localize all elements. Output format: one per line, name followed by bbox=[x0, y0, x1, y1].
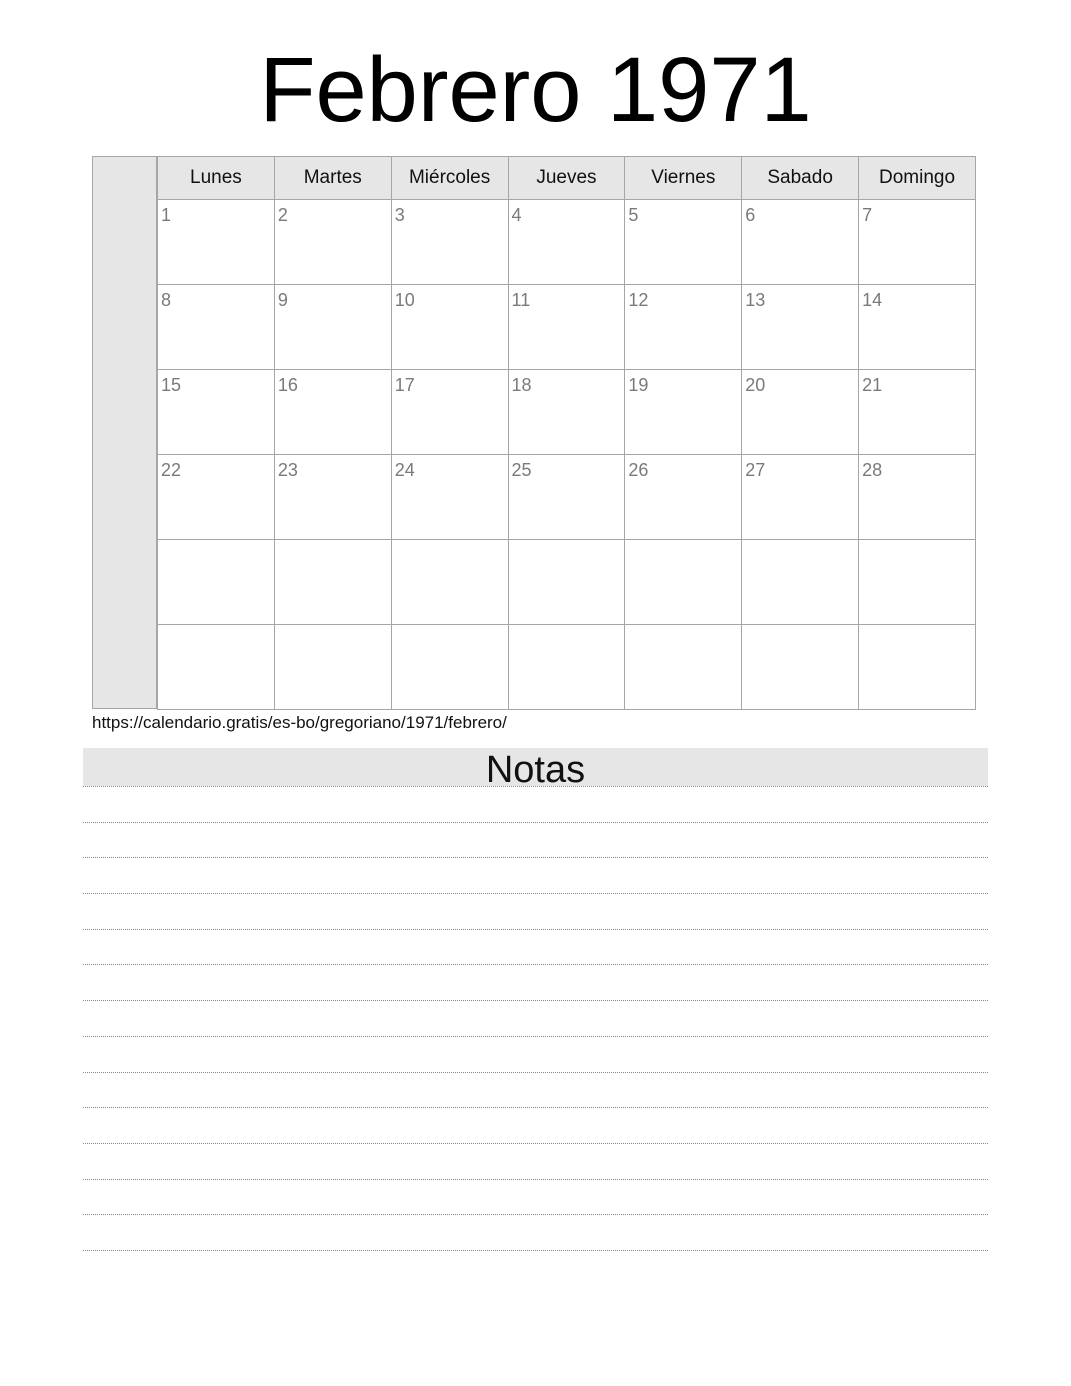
day-cell bbox=[625, 540, 742, 625]
day-cell bbox=[274, 540, 391, 625]
notes-title: Notas bbox=[485, 749, 586, 791]
note-line bbox=[83, 893, 988, 894]
day-number bbox=[625, 625, 741, 629]
day-cell bbox=[625, 200, 742, 285]
day-cell bbox=[742, 370, 859, 455]
day-cell bbox=[158, 625, 275, 710]
day-number bbox=[392, 540, 508, 544]
day-number: 2 bbox=[277, 205, 288, 225]
week-row bbox=[158, 370, 976, 455]
day-number: 13 bbox=[745, 290, 766, 310]
day-number bbox=[859, 540, 975, 544]
day-number: 28 bbox=[862, 460, 883, 480]
source-url: https://calendario.gratis/es-bo/gregoriano/1971/febrero/ bbox=[92, 713, 507, 732]
day-number: 14 bbox=[862, 290, 883, 310]
day-cell bbox=[508, 540, 625, 625]
day-cell bbox=[391, 370, 508, 455]
day-cell bbox=[274, 370, 391, 455]
week-number-column bbox=[92, 156, 157, 709]
day-cell bbox=[391, 285, 508, 370]
day-number bbox=[509, 540, 625, 544]
day-number: 4 bbox=[511, 205, 522, 225]
day-cell bbox=[158, 200, 275, 285]
note-line bbox=[83, 929, 988, 930]
day-number bbox=[859, 625, 975, 629]
day-number: 10 bbox=[394, 290, 415, 310]
weekday-header: Lunes bbox=[158, 157, 275, 200]
day-number: 17 bbox=[394, 375, 415, 395]
day-cell bbox=[625, 625, 742, 710]
day-cell bbox=[158, 370, 275, 455]
day-number: 27 bbox=[745, 460, 766, 480]
day-number: 9 bbox=[277, 290, 288, 310]
day-number: 5 bbox=[628, 205, 639, 225]
day-number bbox=[509, 625, 625, 629]
day-cell bbox=[742, 625, 859, 710]
day-number: 1 bbox=[161, 205, 172, 225]
week-row bbox=[158, 285, 976, 370]
day-number: 11 bbox=[511, 290, 531, 310]
day-cell bbox=[859, 540, 976, 625]
note-line bbox=[83, 1107, 988, 1108]
day-number bbox=[625, 540, 741, 544]
day-cell bbox=[508, 455, 625, 540]
day-cell bbox=[158, 285, 275, 370]
day-number: 3 bbox=[394, 205, 405, 225]
day-number bbox=[275, 625, 391, 629]
day-cell bbox=[742, 200, 859, 285]
weekday-header: Domingo bbox=[859, 157, 976, 200]
day-number: 15 bbox=[161, 375, 182, 395]
day-cell bbox=[859, 455, 976, 540]
day-number: 6 bbox=[745, 205, 756, 225]
day-cell bbox=[391, 625, 508, 710]
day-cell bbox=[274, 455, 391, 540]
day-cell bbox=[508, 625, 625, 710]
day-cell bbox=[508, 285, 625, 370]
day-cell bbox=[158, 540, 275, 625]
day-number bbox=[392, 625, 508, 629]
note-line bbox=[83, 964, 988, 965]
day-number: 7 bbox=[862, 205, 873, 225]
day-number bbox=[158, 625, 274, 629]
day-cell bbox=[391, 455, 508, 540]
day-number: 19 bbox=[628, 375, 649, 395]
weekday-header: Miércoles bbox=[391, 157, 508, 200]
day-cell bbox=[508, 370, 625, 455]
day-cell bbox=[158, 455, 275, 540]
week-row bbox=[158, 200, 976, 285]
day-number bbox=[742, 540, 858, 544]
note-line bbox=[83, 786, 988, 787]
day-cell bbox=[625, 370, 742, 455]
day-number bbox=[275, 540, 391, 544]
calendar-table bbox=[157, 156, 976, 710]
day-cell bbox=[625, 285, 742, 370]
day-cell bbox=[742, 285, 859, 370]
day-cell bbox=[508, 200, 625, 285]
day-cell bbox=[742, 455, 859, 540]
day-number: 8 bbox=[161, 290, 172, 310]
note-line bbox=[83, 1072, 988, 1073]
week-row bbox=[158, 455, 976, 540]
day-number: 26 bbox=[628, 460, 649, 480]
note-line bbox=[83, 822, 988, 823]
day-cell bbox=[274, 285, 391, 370]
day-cell bbox=[625, 455, 742, 540]
day-cell bbox=[391, 540, 508, 625]
note-line bbox=[83, 1179, 988, 1180]
note-line bbox=[83, 857, 988, 858]
calendar-grid bbox=[92, 156, 977, 710]
week-row bbox=[158, 625, 976, 710]
page-title: Febrero 1971 bbox=[259, 39, 812, 141]
day-cell bbox=[391, 200, 508, 285]
weekday-header: Jueves bbox=[508, 157, 625, 200]
day-cell bbox=[274, 200, 391, 285]
day-number: 23 bbox=[277, 460, 298, 480]
note-line bbox=[83, 1143, 988, 1144]
day-cell bbox=[859, 370, 976, 455]
day-cell bbox=[274, 625, 391, 710]
day-number: 22 bbox=[161, 460, 182, 480]
day-number: 21 bbox=[862, 375, 883, 395]
day-number bbox=[158, 540, 274, 544]
day-number: 18 bbox=[511, 375, 532, 395]
day-cell bbox=[742, 540, 859, 625]
week-row bbox=[158, 540, 976, 625]
note-line bbox=[83, 1036, 988, 1037]
day-number: 12 bbox=[628, 290, 649, 310]
notes-header bbox=[83, 748, 988, 791]
note-line bbox=[83, 1250, 988, 1251]
weekday-header: Viernes bbox=[625, 157, 742, 200]
day-cell bbox=[859, 285, 976, 370]
weekday-header-row bbox=[158, 157, 976, 200]
weekday-header: Sabado bbox=[742, 157, 859, 200]
day-cell bbox=[859, 625, 976, 710]
day-number: 20 bbox=[745, 375, 766, 395]
day-cell bbox=[859, 200, 976, 285]
day-number bbox=[742, 625, 858, 629]
day-number: 25 bbox=[511, 460, 532, 480]
note-line bbox=[83, 1214, 988, 1215]
weekday-header: Martes bbox=[274, 157, 391, 200]
day-number: 16 bbox=[277, 375, 298, 395]
day-number: 24 bbox=[394, 460, 415, 480]
note-line bbox=[83, 1000, 988, 1001]
